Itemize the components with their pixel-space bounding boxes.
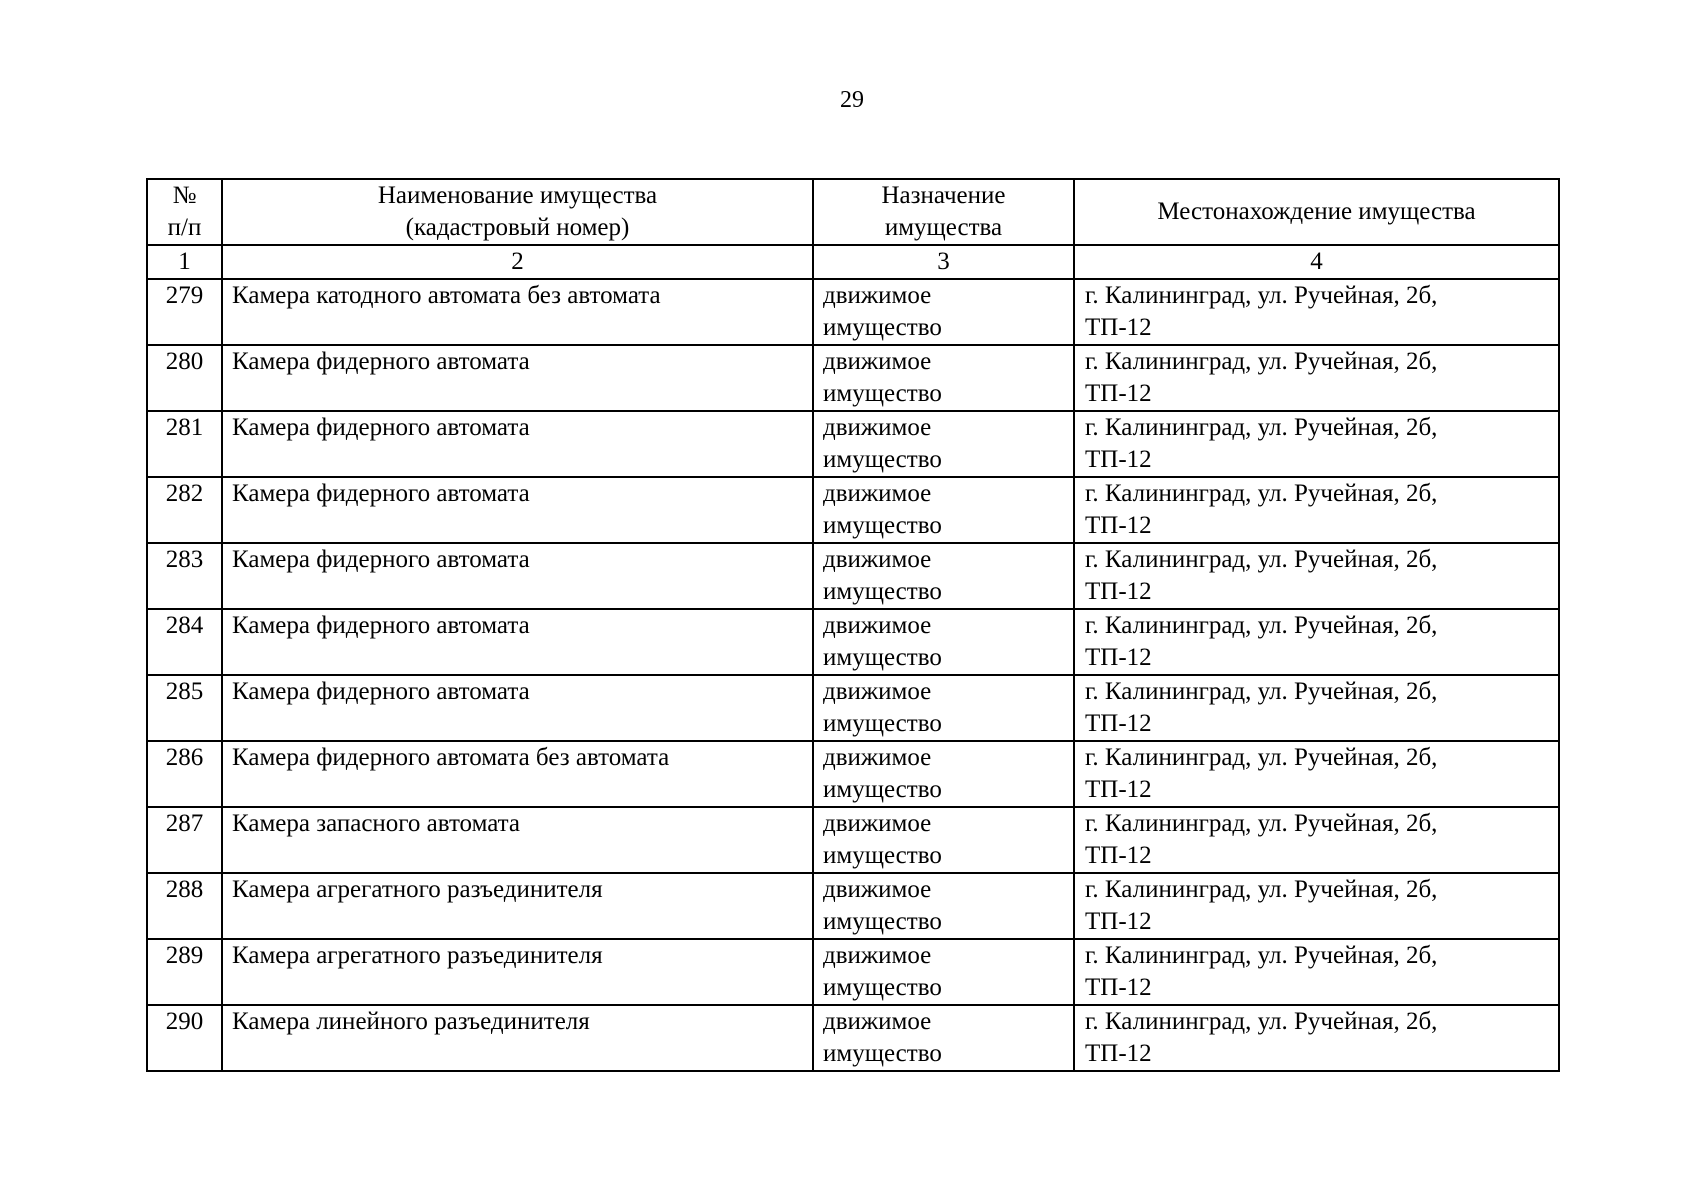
property-location-line2: ТП-12	[1085, 908, 1152, 935]
table-row	[147, 939, 1559, 1005]
property-location-line1: г. Калининград, ул. Ручейная, 2б,	[1085, 282, 1438, 309]
property-location	[1074, 543, 1559, 609]
property-purpose-line2: имущество	[823, 776, 942, 803]
header-name-line2: (кадастровый номер)	[405, 214, 630, 241]
table-row	[147, 477, 1559, 543]
header-purpose-line2: имущества	[884, 214, 1003, 241]
property-location-line1: г. Калининград, ул. Ручейная, 2б,	[1085, 546, 1438, 573]
table-row	[147, 279, 1559, 345]
property-purpose-line1: движимое	[823, 414, 932, 441]
property-location-line1: г. Калининград, ул. Ручейная, 2б,	[1085, 414, 1438, 441]
property-name: Камера фидерного автомата	[222, 411, 813, 477]
property-location-line2: ТП-12	[1085, 644, 1152, 671]
row-number: 281	[147, 411, 222, 477]
row-number: 286	[147, 741, 222, 807]
property-purpose-line2: имущество	[823, 974, 942, 1001]
property-purpose	[813, 609, 1074, 675]
header-purpose	[813, 179, 1074, 245]
property-purpose-line2: имущество	[823, 314, 942, 341]
property-location-line1: г. Калининград, ул. Ручейная, 2б,	[1085, 942, 1438, 969]
header-location	[1074, 179, 1559, 245]
property-location	[1074, 279, 1559, 345]
property-location	[1074, 675, 1559, 741]
property-location-line2: ТП-12	[1085, 974, 1152, 1001]
property-location	[1074, 345, 1559, 411]
property-name: Камера запасного автомата	[222, 807, 813, 873]
table-row	[147, 741, 1559, 807]
property-purpose-line1: движимое	[823, 876, 932, 903]
property-purpose	[813, 675, 1074, 741]
table-row	[147, 873, 1559, 939]
property-name: Камера фидерного автомата	[222, 477, 813, 543]
row-number: 289	[147, 939, 222, 1005]
property-purpose-line1: движимое	[823, 810, 932, 837]
property-location-line2: ТП-12	[1085, 578, 1152, 605]
property-location-line1: г. Калининград, ул. Ручейная, 2б,	[1085, 678, 1438, 705]
property-name: Камера фидерного автомата	[222, 543, 813, 609]
property-name: Камера фидерного автомата	[222, 345, 813, 411]
property-purpose-line2: имущество	[823, 578, 942, 605]
property-location-line1: г. Калининград, ул. Ручейная, 2б,	[1085, 876, 1438, 903]
row-number: 282	[147, 477, 222, 543]
property-location-line1: г. Калининград, ул. Ручейная, 2б,	[1085, 810, 1438, 837]
property-location	[1074, 1005, 1559, 1071]
row-number: 285	[147, 675, 222, 741]
property-name: Камера фидерного автомата без автомата	[222, 741, 813, 807]
table-row	[147, 411, 1559, 477]
property-location-line2: ТП-12	[1085, 446, 1152, 473]
header-num-line2: п/п	[167, 214, 202, 241]
table-row	[147, 675, 1559, 741]
table-row	[147, 1005, 1559, 1071]
property-location-line1: г. Калининград, ул. Ручейная, 2б,	[1085, 480, 1438, 507]
property-purpose-line2: имущество	[823, 446, 942, 473]
page-number: 29	[840, 87, 864, 113]
row-number: 283	[147, 543, 222, 609]
column-index: 4	[1074, 245, 1559, 279]
property-purpose-line2: имущество	[823, 908, 942, 935]
property-location-line1: г. Калининград, ул. Ручейная, 2б,	[1085, 348, 1438, 375]
property-location-line2: ТП-12	[1085, 776, 1152, 803]
property-purpose	[813, 279, 1074, 345]
property-purpose	[813, 345, 1074, 411]
property-location-line2: ТП-12	[1085, 314, 1152, 341]
property-location-line1: г. Калининград, ул. Ручейная, 2б,	[1085, 744, 1438, 771]
header-purpose-line1: Назначение	[881, 182, 1006, 209]
table-row	[147, 345, 1559, 411]
property-purpose	[813, 939, 1074, 1005]
property-purpose-line2: имущество	[823, 842, 942, 869]
property-location	[1074, 609, 1559, 675]
property-location	[1074, 873, 1559, 939]
property-name: Камера фидерного автомата	[222, 675, 813, 741]
header-num	[147, 179, 222, 245]
property-name: Камера агрегатного разъединителя	[222, 939, 813, 1005]
property-location	[1074, 741, 1559, 807]
property-location	[1074, 807, 1559, 873]
property-location-line1: г. Калининград, ул. Ручейная, 2б,	[1085, 612, 1438, 639]
row-number: 288	[147, 873, 222, 939]
column-index-row	[147, 245, 1559, 279]
property-name: Камера агрегатного разъединителя	[222, 873, 813, 939]
property-purpose-line2: имущество	[823, 644, 942, 671]
property-table	[146, 178, 1560, 1072]
property-purpose-line1: движимое	[823, 546, 932, 573]
property-location	[1074, 477, 1559, 543]
property-purpose-line1: движимое	[823, 282, 932, 309]
property-purpose-line1: движимое	[823, 744, 932, 771]
table-row	[147, 609, 1559, 675]
property-location-line2: ТП-12	[1085, 1040, 1152, 1067]
property-purpose-line2: имущество	[823, 1040, 942, 1067]
property-purpose	[813, 477, 1074, 543]
row-number: 279	[147, 279, 222, 345]
property-location	[1074, 411, 1559, 477]
property-location-line2: ТП-12	[1085, 842, 1152, 869]
property-purpose-line2: имущество	[823, 512, 942, 539]
header-name	[222, 179, 813, 245]
row-number: 284	[147, 609, 222, 675]
property-purpose-line1: движимое	[823, 612, 932, 639]
property-purpose	[813, 807, 1074, 873]
row-number: 280	[147, 345, 222, 411]
table-row	[147, 543, 1559, 609]
property-purpose	[813, 1005, 1074, 1071]
property-location-line2: ТП-12	[1085, 380, 1152, 407]
property-purpose	[813, 873, 1074, 939]
property-location	[1074, 939, 1559, 1005]
column-index: 2	[222, 245, 813, 279]
property-purpose-line1: движимое	[823, 678, 932, 705]
column-index: 1	[147, 245, 222, 279]
table-row	[147, 807, 1559, 873]
table-body	[147, 279, 1559, 1071]
property-purpose-line2: имущество	[823, 380, 942, 407]
property-name: Камера линейного разъединителя	[222, 1005, 813, 1071]
header-name-line1: Наименование имущества	[377, 182, 658, 209]
property-purpose-line1: движимое	[823, 942, 932, 969]
property-location-line2: ТП-12	[1085, 710, 1152, 737]
property-purpose	[813, 543, 1074, 609]
header-location-text: Местонахождение имущества	[1157, 198, 1476, 225]
property-purpose-line1: движимое	[823, 348, 932, 375]
property-purpose-line1: движимое	[823, 480, 932, 507]
column-index: 3	[813, 245, 1074, 279]
property-purpose-line1: движимое	[823, 1008, 932, 1035]
table-header-row	[147, 179, 1559, 245]
row-number: 287	[147, 807, 222, 873]
header-num-line1: №	[172, 182, 197, 209]
property-location-line2: ТП-12	[1085, 512, 1152, 539]
property-location-line1: г. Калининград, ул. Ручейная, 2б,	[1085, 1008, 1438, 1035]
property-purpose	[813, 741, 1074, 807]
property-name: Камера катодного автомата без автомата	[222, 279, 813, 345]
row-number: 290	[147, 1005, 222, 1071]
property-purpose	[813, 411, 1074, 477]
property-name: Камера фидерного автомата	[222, 609, 813, 675]
property-purpose-line2: имущество	[823, 710, 942, 737]
